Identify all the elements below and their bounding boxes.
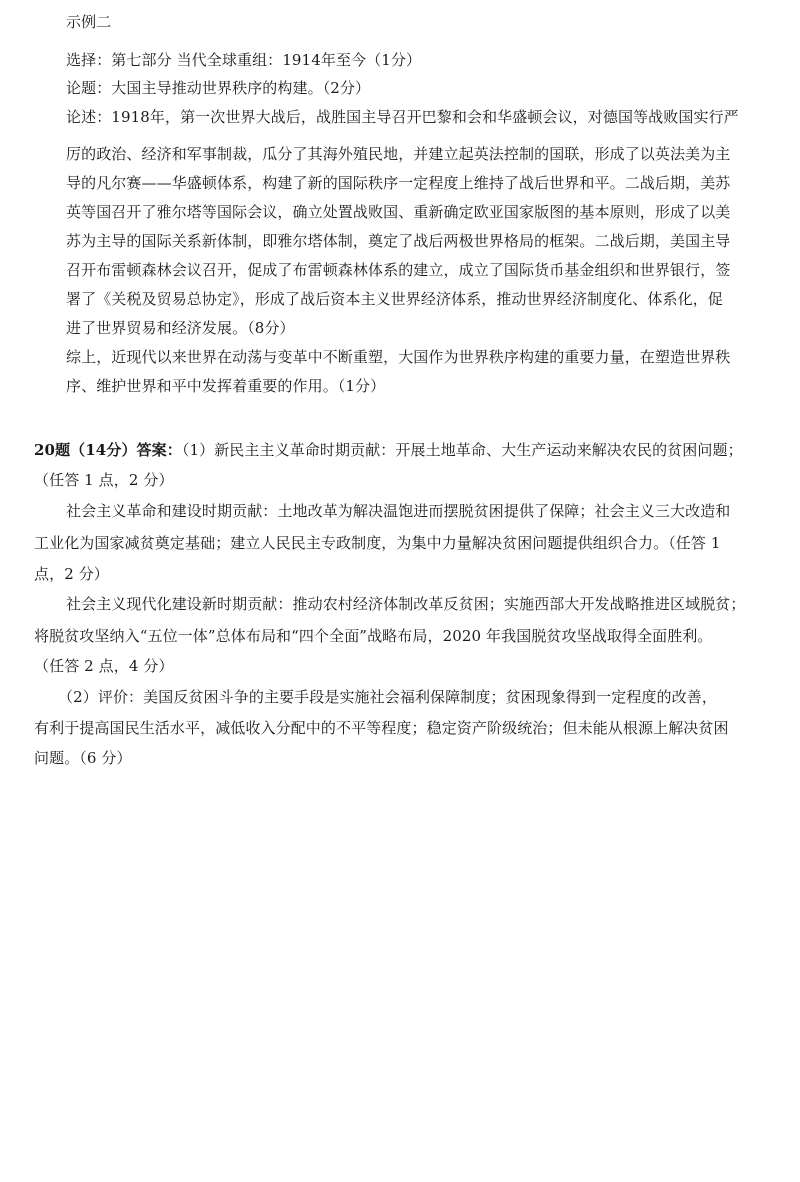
question-20-line	[34, 440, 743, 460]
part2-line: 有利于提高国民生活水平，减低收入分配中的不平等程度；稳定资产阶级统治；但未能从根源上解决贫困	[34, 719, 729, 737]
part1-first-cont: （任答 1 点，2 分）	[34, 471, 174, 489]
part1-second-line: 工业化为国家减贫奠定基础；建立人民民主专政制度，为集中力量解决贫困问题提供组织合力。（任答 1	[34, 534, 721, 552]
argument-line: 导的凡尔赛——华盛顿体系，构建了新的国际秩序一定程度上维持了战后世界和平。二战后期，美苏	[66, 174, 731, 192]
example-choice: 选择：第七部分 当代全球重组：1914年至今（1分）	[66, 51, 422, 69]
argument-line: 署了《关税及贸易总协定》，形成了战后资本主义世界经济体系，推动世界经济制度化、体系化，促	[66, 290, 723, 308]
part1-second-line: 点，2 分）	[34, 565, 109, 583]
argument-line: 论述：1918年，第一次世界大战后，战胜国主导召开巴黎和会和华盛顿会议，对德国等战败国实行严	[66, 108, 739, 126]
part2-line: （2）评价：美国反贫困斗争的主要手段是实施社会福利保障制度；贫困现象得到一定程度的改善，	[58, 688, 717, 706]
part1-third-line: 社会主义现代化建设新时期贡献：推动农村经济体制改革反贫困；实施西部大开发战略推进区域脱贫；	[66, 595, 746, 613]
summary-line: 综上，近现代以来世界在动荡与变革中不断重塑，大国作为世界秩序构建的重要力量，在塑造世界秩	[66, 348, 731, 366]
part1-third-line: 将脱贫攻坚纳入“五位一体”总体布局和“四个全面”战略布局，2020 年我国脱贫攻坚战取得全面胜利。	[34, 627, 713, 645]
argument-line: 苏为主导的国际关系新体制，即雅尔塔体制，奠定了战后两极世界格局的框架。二战后期，美国主导	[66, 232, 731, 250]
part1-second-line: 社会主义革命和建设时期贡献：土地改革为解决温饱进而摆脱贫困提供了保障；社会主义三大改造和	[66, 502, 731, 520]
example-thesis: 论题：大国主导推动世界秩序的构建。（2分）	[66, 79, 371, 97]
argument-line: 召开布雷顿森林会议召开，促成了布雷顿森林体系的建立，成立了国际货币基金组织和世界银行，签	[66, 261, 731, 279]
part2-line: 问题。（6 分）	[34, 749, 132, 767]
summary-line: 序、维护世界和平中发挥着重要的作用。（1分）	[66, 377, 386, 395]
argument-line: 英等国召开了雅尔塔等国际会议，确立处置战败国、重新确定欧亚国家版图的基本原则，形成了以美	[66, 203, 731, 221]
question-20-heading: 20题（14分）答案：	[34, 441, 182, 459]
example-title: 示例二	[66, 13, 112, 31]
argument-line: 厉的政治、经济和军事制裁，瓜分了其海外殖民地，并建立起英法控制的国联，形成了以英法美为主	[66, 145, 731, 163]
argument-line: 进了世界贸易和经济发展。（8分）	[66, 319, 295, 337]
part1-first: （1）新民主主义革命时期贡献：开展土地革命、大生产运动来解决农民的贫困问题；	[181, 441, 743, 459]
part1-third-line: （任答 2 点，4 分）	[34, 657, 174, 675]
